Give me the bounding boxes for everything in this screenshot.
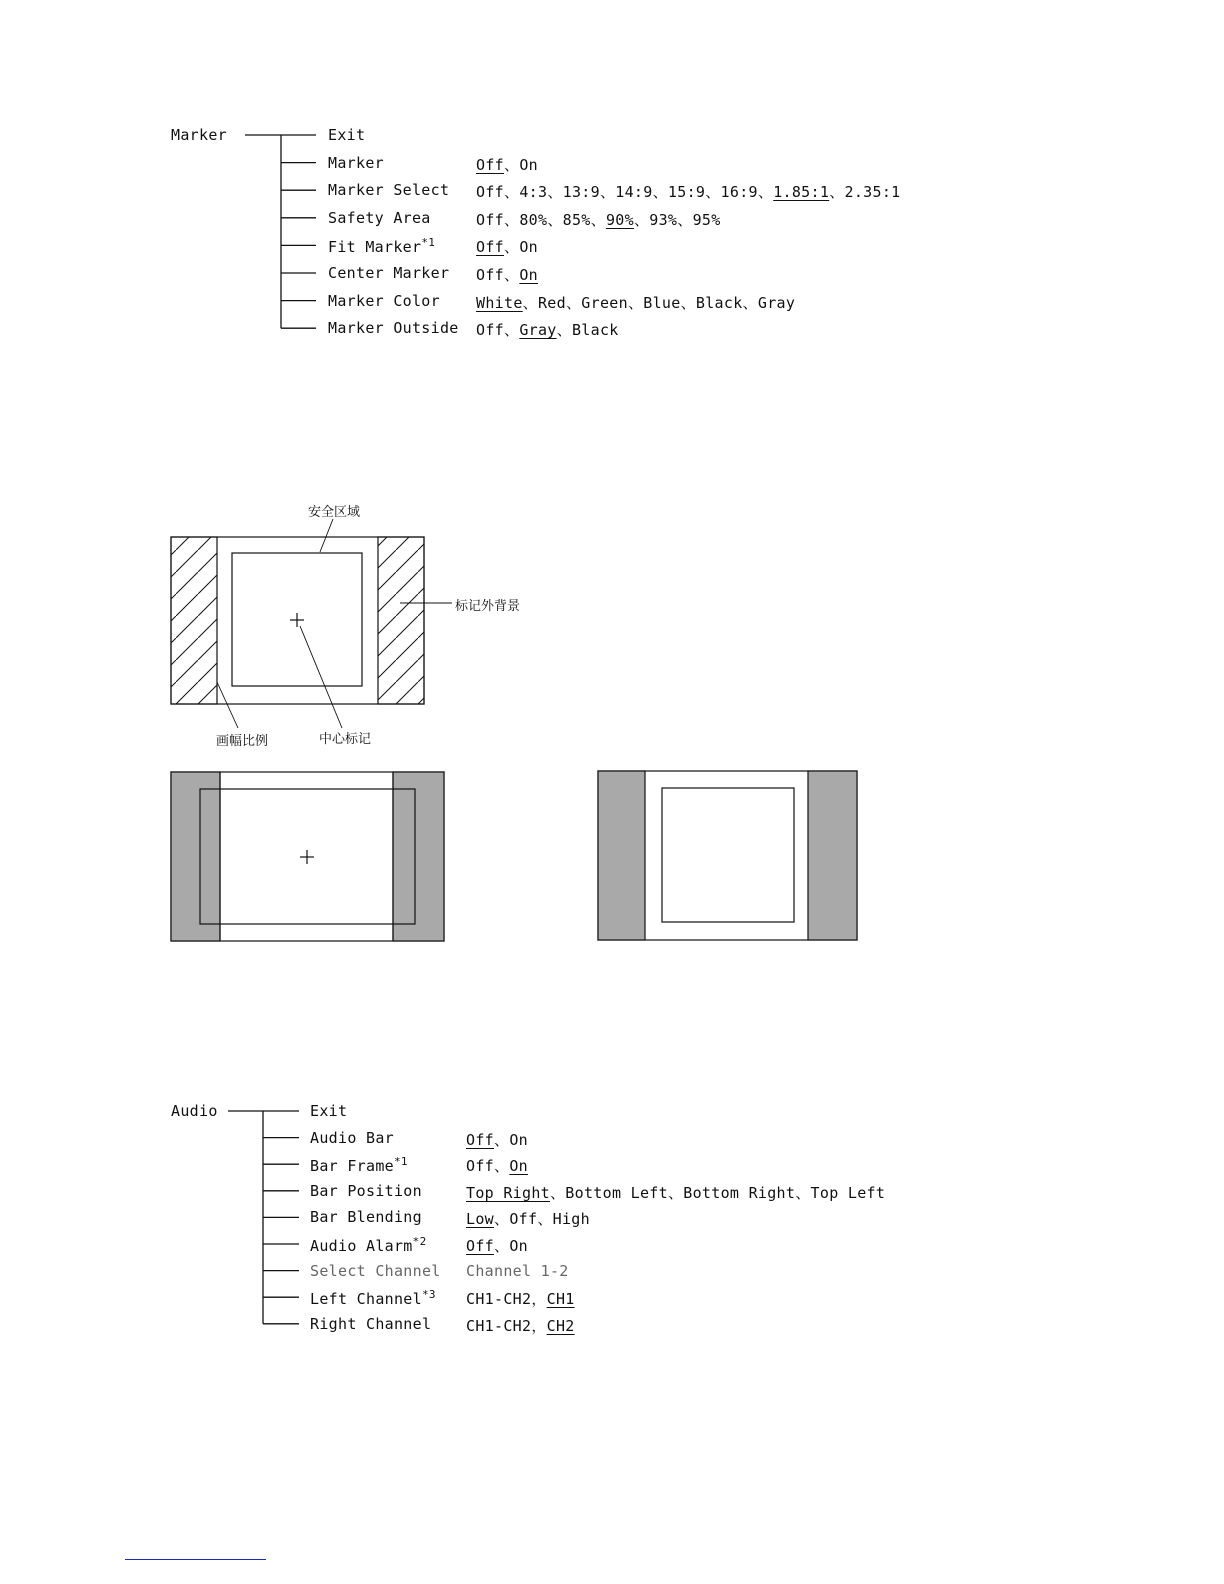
default-option: 90% xyxy=(605,210,634,229)
menu-item-label xyxy=(310,1288,436,1308)
menu-item-text: Bar Blending xyxy=(310,1208,422,1227)
default-option: Off xyxy=(466,1237,494,1255)
option-separator: 、 xyxy=(590,210,606,229)
option-separator: 、 xyxy=(522,293,538,312)
option: On xyxy=(509,1130,528,1149)
default-option: On xyxy=(519,266,538,284)
menu-item-label xyxy=(310,1315,431,1333)
option-separator: 、 xyxy=(504,266,520,284)
menu-item-options xyxy=(466,1208,590,1229)
menu-item-label xyxy=(310,1129,394,1147)
option: Gray xyxy=(757,293,796,312)
option: Green xyxy=(581,293,628,312)
option-separator: 、 xyxy=(705,183,721,202)
option-separator: 、 xyxy=(504,183,520,202)
option-separator: 、 xyxy=(795,1183,811,1202)
menu-item-text: Select Channel xyxy=(310,1261,441,1280)
footnote-marker: *1 xyxy=(421,236,436,250)
menu-item-text: Audio Bar xyxy=(310,1128,394,1147)
option-separator: ， xyxy=(531,1290,547,1309)
option-separator: 、 xyxy=(549,1183,566,1202)
option: Bottom Left xyxy=(565,1183,668,1202)
default-option: Top Right xyxy=(466,1183,550,1202)
footnote-marker: *1 xyxy=(393,1155,408,1169)
option-separator: 、 xyxy=(494,1130,510,1149)
footnote-rule xyxy=(125,1559,266,1560)
option: Off xyxy=(466,1157,494,1176)
option: 93% xyxy=(649,210,678,229)
option-separator: 、 xyxy=(667,1183,684,1202)
option-separator: 、 xyxy=(652,183,668,202)
default-option: Off xyxy=(476,155,504,174)
menu-item-label xyxy=(310,1208,422,1226)
menu-item-options xyxy=(466,1155,528,1176)
default-option: CH2 xyxy=(546,1316,575,1335)
menu-item-text: Marker Outside xyxy=(328,319,459,338)
option-separator: 、 xyxy=(504,155,520,174)
option-separator: 、 xyxy=(633,210,650,229)
option-separator: 、 xyxy=(565,293,582,312)
option-separator: 、 xyxy=(757,183,774,202)
menu-item-label xyxy=(310,1262,441,1280)
option: Blue xyxy=(643,293,681,312)
menu-item-label xyxy=(310,1235,427,1255)
option-separator: 、 xyxy=(537,1210,553,1229)
menu-item-options xyxy=(466,1262,569,1280)
footnote-marker: *2 xyxy=(412,1235,427,1248)
option-separator: 、 xyxy=(599,183,616,202)
menu-item-text: Exit xyxy=(310,1102,348,1120)
option-separator: 、 xyxy=(504,210,520,229)
marker-menu-root: Marker xyxy=(171,126,227,144)
marker-layout-diagram xyxy=(171,519,452,728)
menu-item-text: Marker Color xyxy=(328,291,440,310)
option-separator: 、 xyxy=(556,321,572,340)
menu-item-options xyxy=(466,1235,528,1256)
menu-item-options xyxy=(466,1315,575,1336)
option: Black xyxy=(695,293,743,312)
outside-background-right xyxy=(378,537,424,704)
option: CH1-CH2 xyxy=(466,1316,532,1335)
option-separator: 、 xyxy=(494,1210,510,1229)
default-option: CH1 xyxy=(546,1290,575,1309)
option: Off xyxy=(476,183,504,202)
option-separator: 、 xyxy=(677,210,693,229)
option: Top Left xyxy=(810,1183,886,1202)
option: 2.35:1 xyxy=(844,183,901,202)
option: Off xyxy=(476,210,504,229)
option-separator: 、 xyxy=(547,183,563,202)
default-option: On xyxy=(509,1157,528,1176)
option-separator: 、 xyxy=(627,293,644,312)
menu-item-text: Bar Position xyxy=(310,1181,422,1200)
option: Off xyxy=(476,266,504,284)
menu-item-options xyxy=(466,1182,885,1203)
menu-item-text: Center Marker xyxy=(328,264,450,282)
outside-background-left xyxy=(171,537,217,704)
menu-item-label xyxy=(310,1182,422,1200)
option-separator: 、 xyxy=(547,210,563,229)
menu-item-text: Right Channel xyxy=(310,1314,432,1333)
menu-item-text: Marker Select xyxy=(328,181,450,200)
fit-marker-example xyxy=(171,772,444,941)
default-option: 1.85:1 xyxy=(773,183,830,202)
menu-item-text: Audio Alarm xyxy=(310,1237,413,1255)
menu-item-text: Exit xyxy=(328,126,366,144)
option: On xyxy=(509,1237,528,1255)
option-separator: ， xyxy=(531,1316,547,1335)
option: 95% xyxy=(692,210,721,229)
label-center-marker: 中心标记 xyxy=(319,732,372,747)
footnote-marker: *3 xyxy=(421,1288,436,1302)
option-separator: 、 xyxy=(504,238,520,257)
gray-outside-example xyxy=(598,771,857,940)
default-option: Off xyxy=(476,238,504,257)
option: 14:9 xyxy=(615,183,653,202)
option-separator: 、 xyxy=(742,293,758,312)
menu-item-label xyxy=(310,1102,347,1120)
option: On xyxy=(519,238,538,257)
option: 4:3 xyxy=(519,183,548,202)
menu-item-text: Bar Frame xyxy=(310,1157,394,1176)
label-outside-background: 标记外背景 xyxy=(455,599,521,614)
option-separator: 、 xyxy=(504,321,520,340)
option: 15:9 xyxy=(667,183,706,202)
menu-item-text: Safety Area xyxy=(328,208,431,227)
option: Bottom Right xyxy=(683,1183,796,1202)
option-separator: 、 xyxy=(494,1237,510,1255)
option-separator: 、 xyxy=(829,183,845,202)
default-option: White xyxy=(476,293,523,312)
default-option: Gray xyxy=(519,321,557,340)
default-option: Off xyxy=(466,1130,494,1149)
menu-item-text: Marker xyxy=(328,153,384,172)
menu-item-options xyxy=(466,1129,528,1150)
menu-item-label xyxy=(310,1155,408,1175)
option: Channel 1-2 xyxy=(466,1261,569,1280)
label-safety-area: 安全区域 xyxy=(308,505,361,520)
option: 13:9 xyxy=(562,183,600,202)
option-separator: 、 xyxy=(680,293,696,312)
option: Red xyxy=(537,293,566,312)
option: 85% xyxy=(562,210,591,229)
option: High xyxy=(552,1210,590,1229)
option: Off xyxy=(509,1210,538,1229)
option: On xyxy=(519,155,538,174)
center-marker-cross xyxy=(290,613,304,627)
option: 16:9 xyxy=(720,183,758,202)
option: Black xyxy=(571,321,619,340)
audio-menu-root: Audio xyxy=(171,1102,218,1120)
menu-item-text: Fit Marker xyxy=(328,238,422,257)
menu-item-text: Left Channel xyxy=(310,1290,422,1309)
option: 80% xyxy=(519,210,548,229)
option-separator: 、 xyxy=(494,1157,510,1176)
option: Off xyxy=(476,321,504,340)
option: CH1-CH2 xyxy=(466,1290,532,1309)
menu-item-options xyxy=(466,1288,575,1309)
label-aspect-ratio: 画幅比例 xyxy=(216,734,269,749)
default-option: Low xyxy=(466,1210,494,1229)
